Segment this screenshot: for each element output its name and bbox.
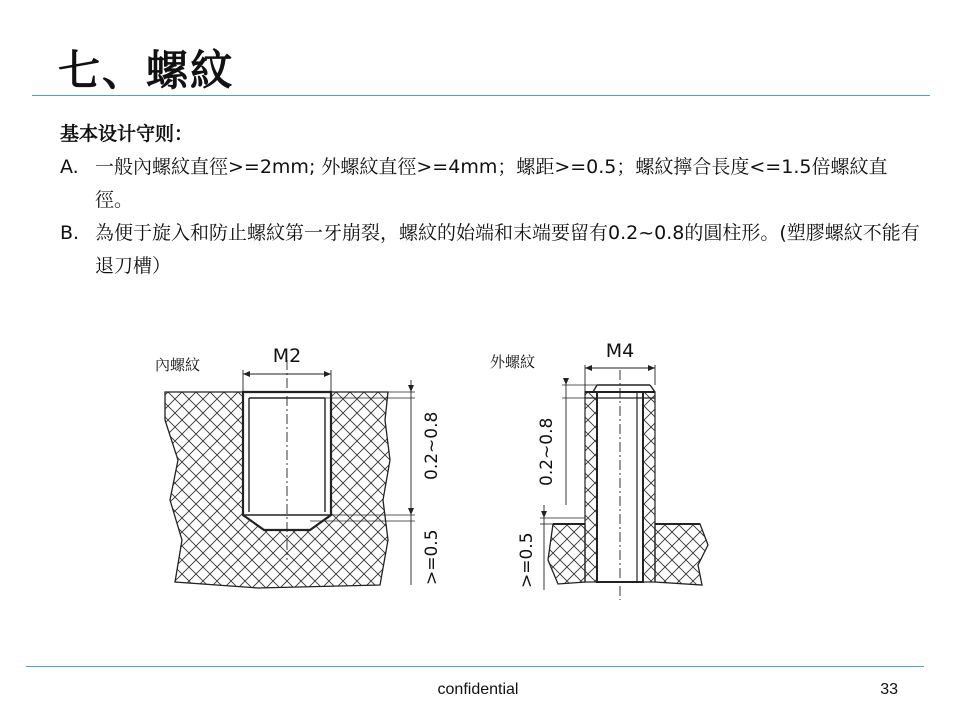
internal-dim-top: 0.2~0.8 [422,411,442,480]
external-thread-label: 外螺紋 [490,353,536,371]
internal-size-label: M2 [272,345,302,367]
list-item [60,217,920,283]
internal-thread-drawing [165,360,415,588]
body-text [60,118,920,283]
slide-title: 七、螺紋 [58,46,235,95]
external-size-label: M4 [605,340,635,362]
footer-confidential: confidential [437,681,519,698]
external-dim-bottom: >=0.5 [517,532,537,588]
list-item-text: 為便于旋入和防止螺紋第一牙崩裂，螺紋的始端和末端要留有0.2~0.8的圓柱形。(塑膠螺紋不能有退刀槽） [95,222,920,277]
external-thread-wall [585,392,597,582]
list-marker: A. [60,156,79,178]
title-divider [32,95,930,96]
list-marker: B. [60,222,80,244]
external-thread-drawing [540,365,708,600]
internal-dim-bottom: >=0.5 [422,529,442,585]
list-item [60,151,920,217]
section-heading: 基本设计守则： [60,123,194,145]
page-number: 33 [880,681,898,698]
thread-diagram [0,300,956,620]
external-dim-top: 0.2~0.8 [537,417,557,486]
external-base-hatched [548,524,585,584]
list-item-text: 一般內螺紋直徑>=2mm; 外螺紋直徑>=4mm；螺距>=0.5；螺紋擰合長度<=1.5倍螺紋直徑。 [95,156,888,211]
footer-divider [26,666,924,667]
internal-thread-label: 內螺紋 [155,356,201,374]
